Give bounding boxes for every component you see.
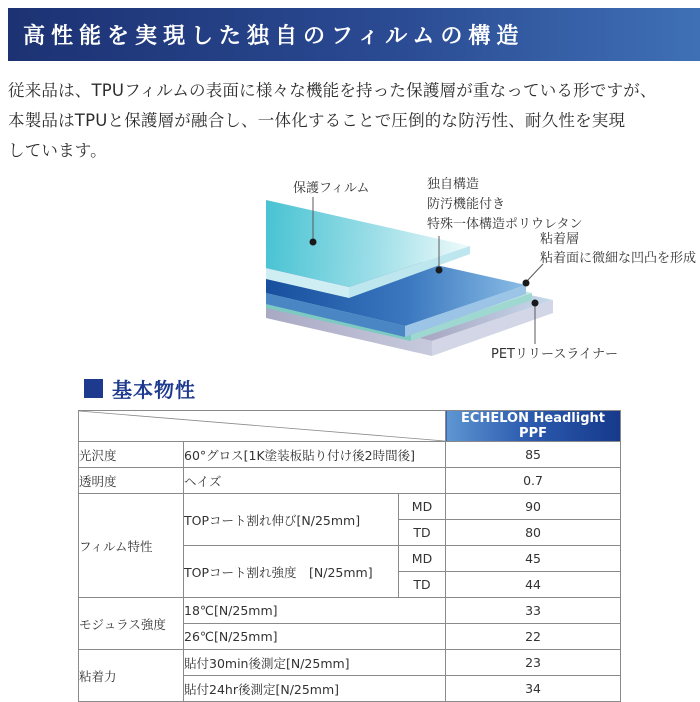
label-pet-release-liner: PETリリースライナー <box>491 347 618 362</box>
label-adhesive-layer-line2: 粘着面に微細な凹凸を形成 <box>540 251 697 266</box>
label-protective-film: 保護フィルム <box>293 181 370 196</box>
intro-line: しています。 <box>8 141 107 160</box>
diagonal-line <box>79 411 445 441</box>
leader-dot <box>310 239 317 246</box>
label-adhesive-layer-line1: 粘着層 <box>540 232 580 247</box>
label-unique-structure-line1: 独自構造 <box>427 177 480 192</box>
section-header <box>84 374 196 403</box>
test-cell: 60°グロス[1K塗装板貼り付け後2時間後] <box>184 442 446 468</box>
value-cell: 0.7 <box>446 468 621 494</box>
category-cell: 粘着力 <box>79 650 184 702</box>
properties-table <box>78 410 621 702</box>
intro-paragraph <box>8 76 692 166</box>
intro-line: 本製品はTPUと保護層が融合し、一体化することで圧倒的な防汚性、耐久性を実現 <box>8 111 626 130</box>
intro-line: 従来品は、TPUフィルムの表面に様々な機能を持った保護層が重なっている形ですが、 <box>8 81 657 100</box>
direction-cell: TD <box>399 520 446 546</box>
test-cell: 26℃[N/25mm] <box>184 624 446 650</box>
leader-dot <box>532 300 539 307</box>
test-cell: 貼付24hr後測定[N/25mm] <box>184 676 446 702</box>
test-cell: TOPコート割れ強度 [N/25mm] <box>184 546 399 598</box>
label-unique-structure-line2: 防汚機能付き <box>427 197 506 212</box>
leader-dot <box>523 280 530 287</box>
value-cell: 44 <box>446 572 621 598</box>
section-bullet-square-icon <box>84 379 103 398</box>
leader-line <box>527 264 543 281</box>
test-cell: ヘイズ <box>184 468 446 494</box>
category-cell: モジュラス強度 <box>79 598 184 650</box>
value-cell: 34 <box>446 676 621 702</box>
label-unique-structure-line3: 特殊一体構造ポリウレタン <box>427 217 583 232</box>
test-cell: 貼付30min後測定[N/25mm] <box>184 650 446 676</box>
value-cell: 22 <box>446 624 621 650</box>
page-title-banner <box>8 8 700 61</box>
category-cell: フィルム特性 <box>79 494 184 598</box>
direction-cell: MD <box>399 494 446 520</box>
film-structure-diagram <box>0 170 700 375</box>
section-title: 基本物性 <box>112 378 196 402</box>
value-cell: 90 <box>446 494 621 520</box>
test-cell: TOPコート割れ伸び[N/25mm] <box>184 494 399 546</box>
category-cell: 透明度 <box>79 468 184 494</box>
direction-cell: MD <box>399 546 446 572</box>
leader-dot <box>436 267 443 274</box>
value-cell: 23 <box>446 650 621 676</box>
value-cell: 33 <box>446 598 621 624</box>
page-title: 高性能を実現した独自のフィルムの構造 <box>23 23 525 49</box>
value-cell: 80 <box>446 520 621 546</box>
value-cell: 85 <box>446 442 621 468</box>
value-cell: 45 <box>446 546 621 572</box>
table-corner-cell <box>79 411 446 442</box>
test-cell: 18℃[N/25mm] <box>184 598 446 624</box>
product-column-header: ECHELON Headlight PPF <box>446 411 621 442</box>
direction-cell: TD <box>399 572 446 598</box>
category-cell: 光沢度 <box>79 442 184 468</box>
